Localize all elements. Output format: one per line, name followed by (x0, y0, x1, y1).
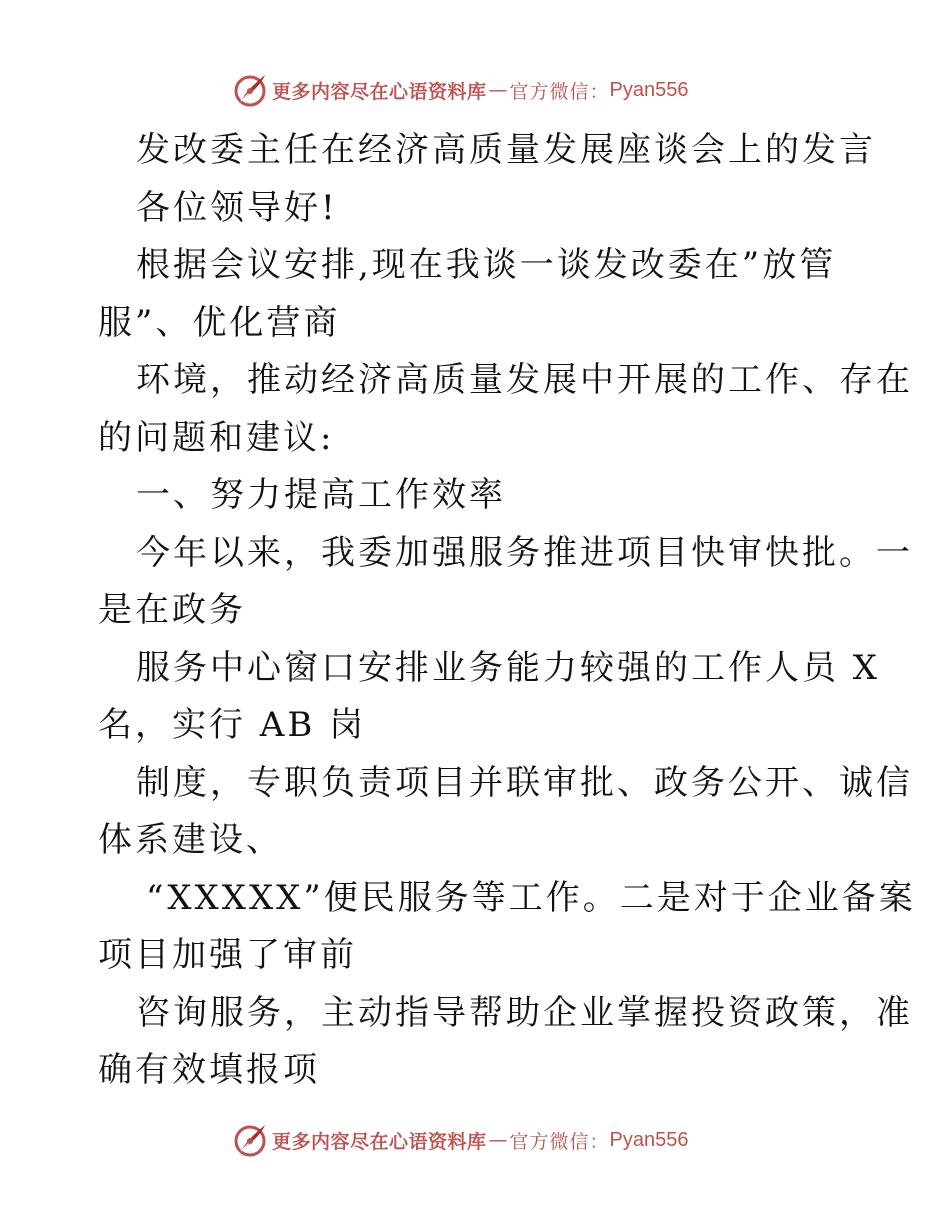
feather-pen-logo-icon (232, 72, 268, 108)
greeting-line: 各位领导好! (136, 187, 338, 228)
text-line: 项目加强了审前 (98, 935, 357, 975)
banner-wechat-id: Pyan556 (609, 1128, 689, 1151)
section-heading: 一、努力提高工作效率 (136, 475, 506, 515)
text-line: 制度，专职负责项目并联审批、政务公开、诚信 (136, 762, 913, 803)
document-title: 发改委主任在经济高质量发展座谈会上的发言 (136, 130, 876, 170)
banner-separator: — (488, 79, 508, 101)
text-line: 确有效填报项 (98, 1050, 320, 1090)
banner-wechat-label: 官方微信： (509, 80, 610, 103)
document-body (98, 122, 916, 1100)
banner-separator: — (488, 1129, 508, 1151)
text-line: “XXXXX”便民服务等工作。二是对于企业备案 (146, 877, 916, 918)
text-line: 环境，推动经济高质量发展中开展的工作、存在 (136, 360, 913, 400)
text-line: 服”、优化营商 (98, 302, 341, 343)
feather-pen-logo-icon (232, 1122, 268, 1158)
text-line: 服务中心窗口安排业务能力较强的工作人员 X (136, 647, 881, 688)
banner-library-text: 更多内容尽在心语资料库 (272, 80, 487, 103)
text-line: 名，实行 AB 岗 (98, 705, 367, 745)
header-banner (232, 70, 689, 110)
text-line: 咨询服务，主动指导帮助企业掌握投资政策，准 (136, 992, 913, 1033)
text-line: 是在政务 (98, 590, 246, 630)
text-line: 根据会议安排,现在我谈一谈发改委在”放管 (136, 245, 837, 285)
banner-wechat-id: Pyan556 (609, 78, 689, 101)
banner-wechat-label: 官方微信： (509, 1130, 610, 1153)
banner-library-text: 更多内容尽在心语资料库 (272, 1130, 487, 1153)
text-line: 体系建设、 (98, 820, 283, 860)
text-line: 的问题和建议: (98, 417, 335, 458)
footer-banner (232, 1120, 689, 1160)
text-line: 今年以来，我委加强服务推进项目快审快批。一 (136, 532, 913, 573)
